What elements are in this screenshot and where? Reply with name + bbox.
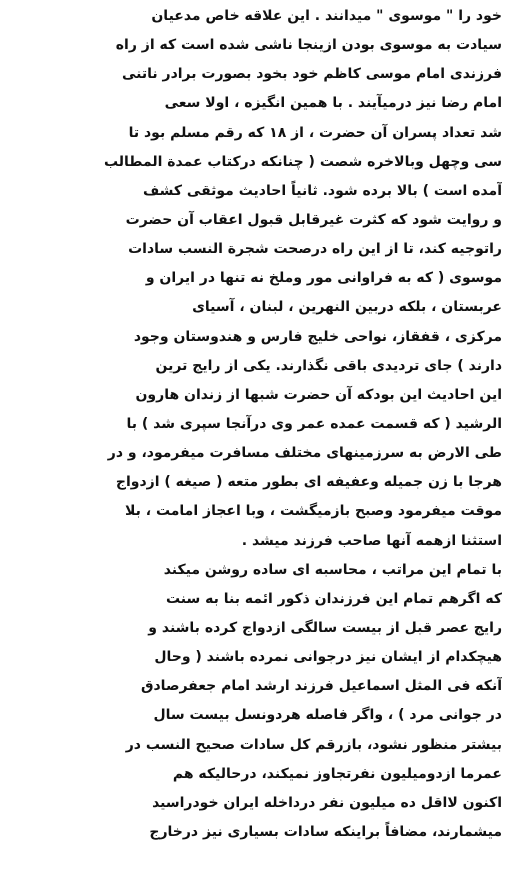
text-line: موقت میفرمود وصبح بازمیگشت ، وبا اعجاز امامت ، بلا [124, 503, 502, 520]
text-line: خود را " موسوی " میدانند . این علاقه خاص مدعیان [151, 8, 502, 24]
text-line: هیچکدام از ایشان نیز درجوانی نمرده باشند ( وحال [154, 649, 502, 666]
text-line: سی وچهل وبالاخره شصت ( چنانکه درکتاب عمدة المطالب [103, 153, 502, 170]
text-line: رایج عصر قبل از بیست سالگی ازدواج کرده باشند و [148, 619, 502, 636]
text-line: شد تعداد پسران آن حضرت ، از ۱۸ که رقم مسلم بود تا [128, 124, 502, 141]
text-line: هرجا با زن جمیله وعفیفه ای بطور متعه ( صیغه ) ازدواج [115, 474, 502, 491]
text-line: امام رضا نیز درمیآیند . با همین انگیزه ، اولا سعی [164, 95, 502, 112]
text-line: این احادیث این بودکه آن حضرت شبها از زندان هارون [135, 386, 502, 403]
body-text [10, 2, 502, 847]
text-line: آمده است ) بالا برده شود. ثانیاً احادیث موثقی کشف [142, 182, 502, 199]
text-line: در جوانی مرد ) ، واگر فاصله هردونسل بیست سال [153, 707, 502, 724]
text-line: مرکزی ، قفقاز، نواحی خلیج فارس و هندوستان وجود [133, 328, 502, 345]
text-line: دارند ) جای تردیدی باقی نگذارند. یکی از رایج ترین [155, 357, 502, 374]
text-line: عربستان ، بلکه دربین النهرین ، لبنان ، آسیای [192, 299, 502, 316]
text-line: استثنا ازهمه آنها صاحب فرزند میشد . [241, 532, 502, 549]
text-line: با تمام این مراتب ، محاسبه ای ساده روشن میکند [163, 561, 502, 578]
text-line: راتوجیه کند، تا از این راه درصحت شجرة النسب سادات [128, 241, 502, 258]
text-line: طی الارض به سرزمینهای مختلف مسافرت میفرمود، و در [107, 445, 502, 462]
text-line: موسوی ( که به فراوانی مور وملخ نه تنها در ایران و [145, 270, 502, 287]
text-line: عمرما ازدومیلیون نفرتجاوز نمیکند، درحالیکه هم [172, 765, 502, 782]
text-line: اکنون لااقل ده میلیون نفر درداخله ایران خودراسید [152, 794, 502, 811]
text-line: سیادت به موسوی بودن ازینجا ناشی شده است که از راه [115, 37, 502, 54]
text-line: که اگرهم تمام این فرزندان ذکور ائمه بنا به سنت [165, 590, 502, 607]
text-line: میشمارند، مضافاً براینکه سادات بسیاری نیز درخارج [149, 823, 502, 840]
text-line: الرشید ( که قسمت عمده عمر وی درآنجا سپری شد ) با [126, 415, 502, 432]
text-line: فرزندی امام موسی کاظم خود بخود بصورت برادر ناتنی [121, 66, 502, 83]
text-line: و روایت شود که کثرت غیرقابل قبول اعقاب آن حضرت [125, 211, 502, 228]
text-line: بیشتر منظور نشود، بازرقم کل سادات صحیح النسب در [125, 736, 502, 753]
text-line: آنکه فی المثل اسماعیل فرزند ارشد امام جعفرصادق [140, 678, 502, 695]
